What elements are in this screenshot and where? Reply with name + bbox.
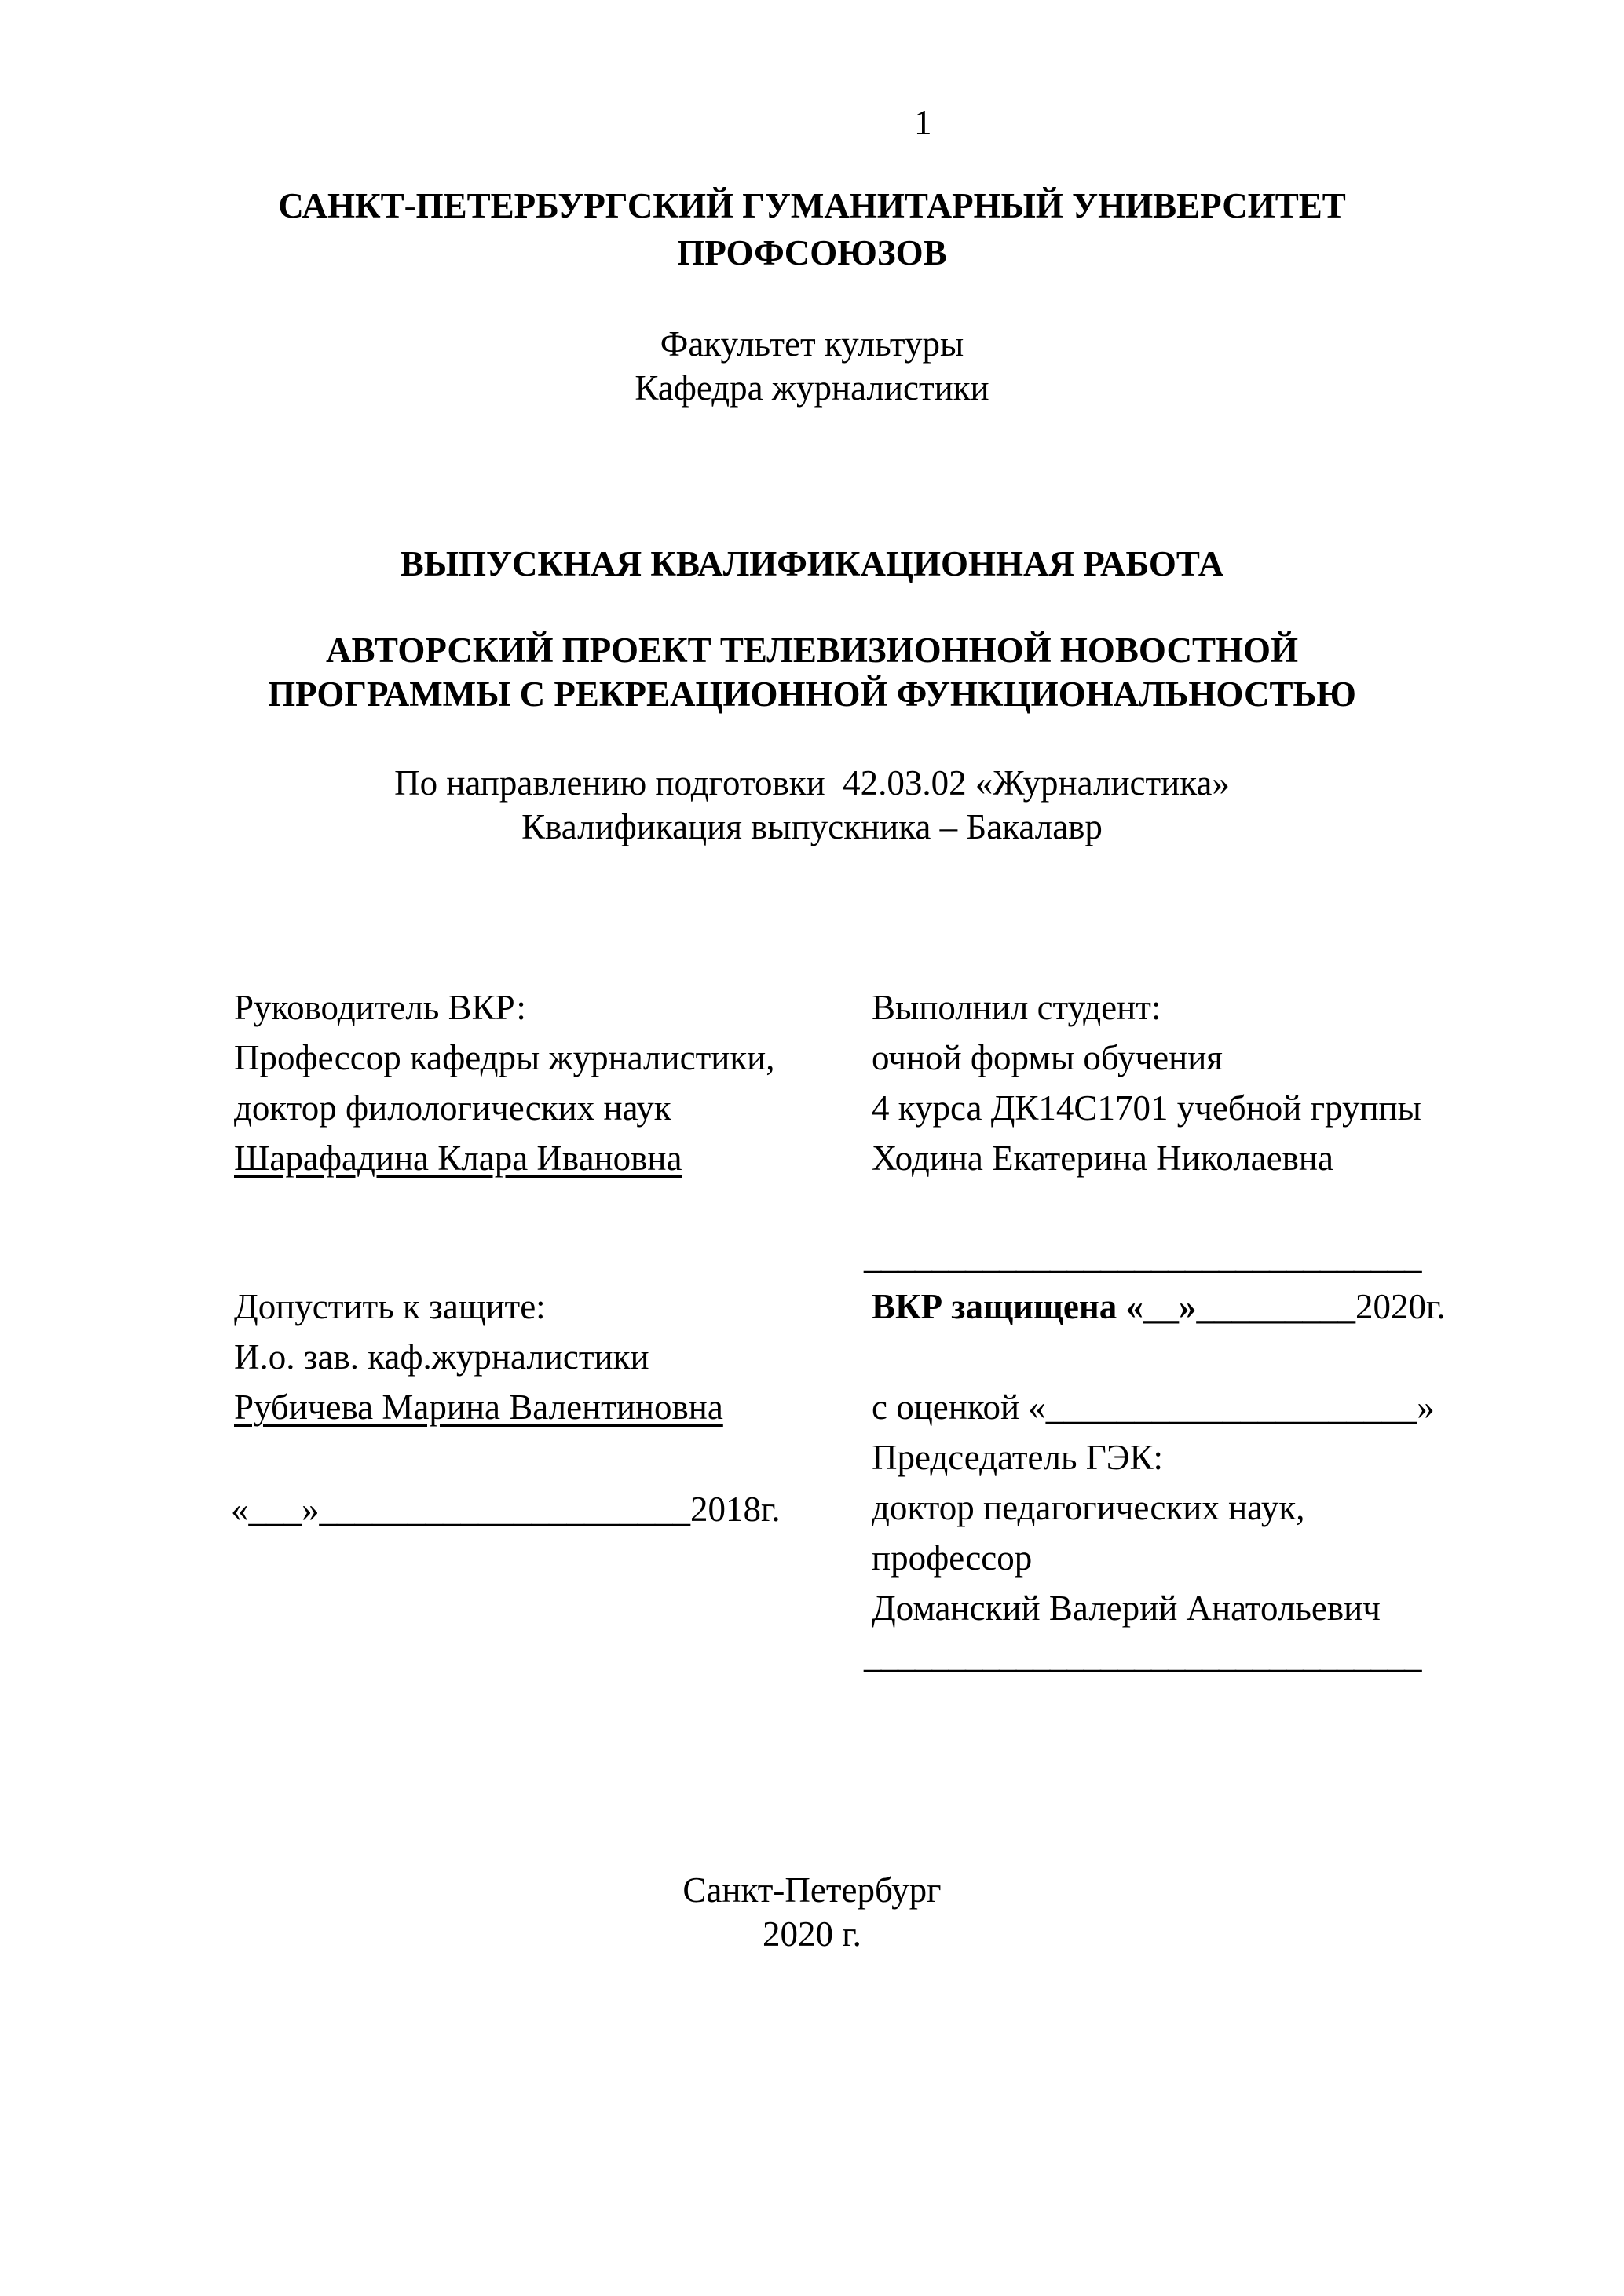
grade-blank: _____________________	[1045, 1387, 1417, 1427]
supervisor-label: Руководитель ВКР:	[234, 988, 526, 1027]
work-title-line1: АВТОРСКИЙ ПРОЕКТ ТЕЛЕВИЗИОННОЙ НОВОСТНОЙ	[325, 631, 1298, 670]
page-number: 1	[914, 103, 932, 142]
date-quote-open: «	[231, 1490, 249, 1529]
work-title-line2: ПРОГРАММЫ С РЕКРЕАЦИОННОЙ ФУНКЦИОНАЛЬНОСТЬЮ	[268, 675, 1356, 714]
year: 2020 г.	[763, 1914, 861, 1954]
admission-head-position: И.о. зав. каф.журналистики	[234, 1337, 649, 1377]
qualification: Квалификация выпускника – Бакалавр	[521, 807, 1103, 846]
student-study-form: очной формы обучения	[872, 1038, 1223, 1077]
supervisor-position: Профессор кафедры журналистики,	[234, 1038, 775, 1077]
student-group: 4 курса ДК14С1701 учебной группы	[872, 1088, 1421, 1128]
gek-chair-title: профессор	[872, 1538, 1033, 1578]
student-name: Ходина Екатерина Николаевна	[872, 1139, 1333, 1178]
university-name-line1: САНКТ-ПЕТЕРБУРГСКИЙ ГУМАНИТАРНЫЙ УНИВЕРСИТЕТ	[278, 186, 1346, 225]
admission-date	[231, 1492, 781, 1527]
study-direction: По направлению подготовки 42.03.02 «Журналистика»	[394, 763, 1230, 803]
university-name-line2: ПРОФСОЮЗОВ	[677, 233, 947, 272]
defense-grade	[872, 1387, 1435, 1427]
defense-status	[872, 1289, 1446, 1325]
student-signature-line: _________________________________	[864, 1237, 1421, 1276]
date-day-blank: ___	[248, 1490, 302, 1529]
date-month-blank: _____________________	[319, 1490, 690, 1529]
work-type: ВЫПУСКНАЯ КВАЛИФИКАЦИОННАЯ РАБОТА	[400, 544, 1224, 583]
gek-chair-signature-line: _________________________________	[864, 1636, 1421, 1675]
defense-protected-label: ВКР защищена	[872, 1287, 1117, 1326]
gek-chair-name: Доманский Валерий Анатольевич	[872, 1589, 1381, 1628]
gek-chair-degree: доктор педагогических наук,	[872, 1488, 1305, 1527]
supervisor-name: Шарафадина Клара Ивановна	[234, 1139, 682, 1178]
admission-head-name: Рубичева Марина Валентиновна	[234, 1387, 723, 1427]
date-quote-close: »	[302, 1490, 320, 1529]
faculty-name: Факультет культуры	[660, 324, 964, 364]
department-name: Кафедра журналистики	[635, 368, 989, 408]
grade-quote-close: »	[1417, 1387, 1435, 1427]
defense-year: 2020г.	[1355, 1287, 1446, 1326]
defense-date-blank: «__»_________	[1125, 1287, 1356, 1326]
city: Санкт-Петербург	[682, 1870, 942, 1910]
gek-chair-label: Председатель ГЭК:	[872, 1438, 1163, 1477]
admission-label: Допустить к защите:	[234, 1287, 546, 1326]
student-label: Выполнил студент:	[872, 988, 1161, 1027]
supervisor-degree: доктор филологических наук	[234, 1088, 671, 1128]
grade-label: с оценкой «	[872, 1387, 1046, 1427]
date-year: 2018г.	[690, 1490, 781, 1529]
